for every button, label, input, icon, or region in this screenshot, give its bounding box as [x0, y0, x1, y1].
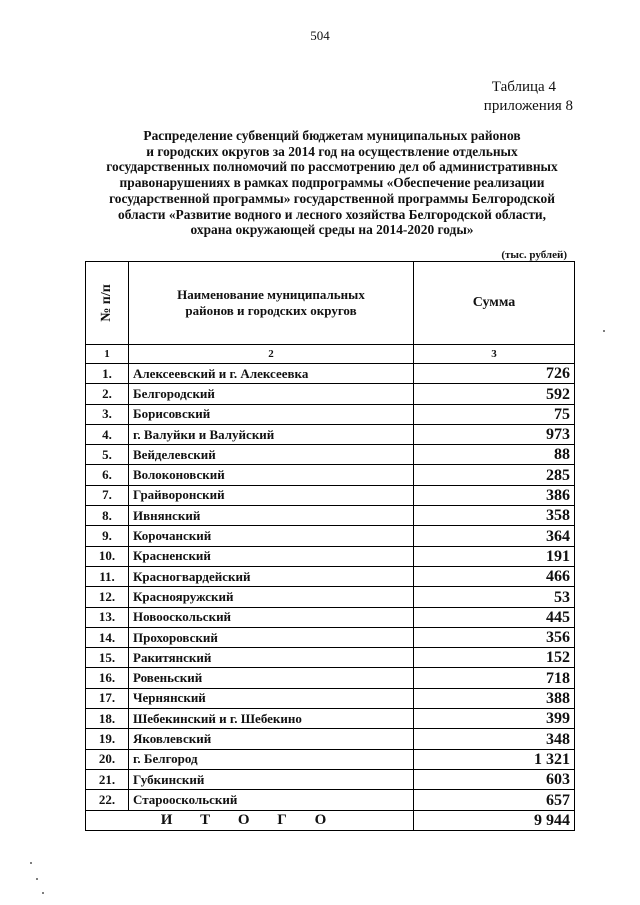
- index-cell: 1: [86, 345, 129, 364]
- title-line: и городских округов за 2014 год на осуществление отдельных: [146, 143, 518, 159]
- table-row: [86, 729, 575, 749]
- row-name: Ракитянский: [129, 648, 414, 668]
- header-num-label: № п/п: [99, 284, 114, 322]
- row-name: Краснояружский: [129, 587, 414, 607]
- row-num: 13.: [86, 607, 129, 627]
- table-row: [86, 627, 575, 647]
- row-sum: 1 321: [414, 749, 575, 769]
- row-name: Ровеньский: [129, 668, 414, 688]
- row-name: Грайворонский: [129, 485, 414, 505]
- row-name: Губкинский: [129, 769, 414, 789]
- table-body: [86, 364, 575, 811]
- row-name: Красногвардейский: [129, 566, 414, 586]
- page-number: 504: [310, 28, 330, 43]
- row-sum: 445: [414, 607, 575, 627]
- row-name: Шебекинский и г. Шебекино: [129, 709, 414, 729]
- row-num: 2.: [86, 384, 129, 404]
- row-sum: 973: [414, 424, 575, 444]
- row-sum: 53: [414, 587, 575, 607]
- row-name: Алексеевский и г. Алексеевка: [129, 364, 414, 384]
- units-label: (тыс. рублей): [501, 249, 567, 261]
- row-num: 16.: [86, 668, 129, 688]
- row-name: Корочанский: [129, 526, 414, 546]
- row-name: Волоконовский: [129, 465, 414, 485]
- row-num: 19.: [86, 729, 129, 749]
- row-num: 4.: [86, 424, 129, 444]
- row-num: 1.: [86, 364, 129, 384]
- title-line: государственных полномочий по рассмотрению дел об административных: [106, 159, 558, 175]
- title-line: правонарушениях в рамках подпрограммы «Обеспечение реализации: [119, 175, 545, 191]
- header-sum: Сумма: [414, 262, 575, 345]
- row-name: г. Белгород: [129, 749, 414, 769]
- index-cell: 3: [414, 345, 575, 364]
- index-row: [86, 345, 575, 364]
- row-sum: 75: [414, 404, 575, 424]
- title-line: охрана окружающей среды на 2014-2020 годы»: [190, 222, 474, 238]
- total-row: [86, 810, 575, 830]
- row-sum: 285: [414, 465, 575, 485]
- row-num: 17.: [86, 688, 129, 708]
- row-num: 21.: [86, 769, 129, 789]
- table-row: [86, 749, 575, 769]
- title-line: области «Развитие водного и лесного хозяйства Белгородской области,: [118, 206, 546, 222]
- header-row: [86, 262, 575, 345]
- table-row: [86, 566, 575, 586]
- table-row: [86, 485, 575, 505]
- row-sum: 386: [414, 485, 575, 505]
- table-row: [86, 445, 575, 465]
- row-name: Прохоровский: [129, 627, 414, 647]
- table-row: [86, 364, 575, 384]
- table-row: [86, 648, 575, 668]
- header-name: [129, 262, 414, 345]
- caption-appendix: приложения 8: [483, 98, 573, 114]
- row-sum: 358: [414, 506, 575, 526]
- caption-table-number: Таблица 4: [491, 79, 556, 95]
- scan-speck: [603, 330, 605, 332]
- total-label: И Т О Г О: [86, 810, 414, 830]
- row-sum: 191: [414, 546, 575, 566]
- title-line: государственной программы» государственной программы Белгородской: [109, 190, 555, 206]
- row-num: 9.: [86, 526, 129, 546]
- row-name: Борисовский: [129, 404, 414, 424]
- row-sum: 399: [414, 709, 575, 729]
- row-sum: 388: [414, 688, 575, 708]
- row-name: Ивнянский: [129, 506, 414, 526]
- row-name: Красненский: [129, 546, 414, 566]
- row-num: 22.: [86, 790, 129, 810]
- row-num: 18.: [86, 709, 129, 729]
- total-sum: 9 944: [414, 810, 575, 830]
- row-num: 14.: [86, 627, 129, 647]
- header-num: [86, 262, 129, 345]
- row-num: 20.: [86, 749, 129, 769]
- row-sum: 88: [414, 445, 575, 465]
- title-line: Распределение субвенций бюджетам муниципальных районов: [143, 128, 521, 143]
- header-name-line1: Наименование муниципальных: [177, 287, 365, 302]
- row-sum: 726: [414, 364, 575, 384]
- table-row: [86, 587, 575, 607]
- row-num: 6.: [86, 465, 129, 485]
- index-cell: 2: [129, 345, 414, 364]
- row-sum: 466: [414, 566, 575, 586]
- table-row: [86, 709, 575, 729]
- table-caption: [484, 78, 573, 116]
- row-name: Вейделевский: [129, 445, 414, 465]
- header-name-line2: районов и городских округов: [185, 303, 357, 318]
- row-name: Новооскольский: [129, 607, 414, 627]
- row-num: 3.: [86, 404, 129, 424]
- row-sum: 152: [414, 648, 575, 668]
- row-name: г. Валуйки и Валуйский: [129, 424, 414, 444]
- row-name: Старооскольский: [129, 790, 414, 810]
- row-sum: 356: [414, 627, 575, 647]
- row-num: 8.: [86, 506, 129, 526]
- row-sum: 348: [414, 729, 575, 749]
- table-row: [86, 404, 575, 424]
- document-title: [82, 128, 582, 238]
- table-row: [86, 526, 575, 546]
- table-row: [86, 546, 575, 566]
- row-sum: 657: [414, 790, 575, 810]
- table-row: [86, 769, 575, 789]
- row-num: 12.: [86, 587, 129, 607]
- row-name: Белгородский: [129, 384, 414, 404]
- row-num: 7.: [86, 485, 129, 505]
- scan-speck: [36, 878, 38, 880]
- subsidy-table: [85, 261, 575, 831]
- row-num: 15.: [86, 648, 129, 668]
- table-row: [86, 506, 575, 526]
- row-num: 11.: [86, 566, 129, 586]
- row-name: Яковлевский: [129, 729, 414, 749]
- row-num: 10.: [86, 546, 129, 566]
- row-name: Чернянский: [129, 688, 414, 708]
- row-sum: 592: [414, 384, 575, 404]
- row-sum: 364: [414, 526, 575, 546]
- table-row: [86, 688, 575, 708]
- scan-speck: [30, 862, 32, 864]
- scan-speck: [42, 892, 44, 894]
- table-row: [86, 668, 575, 688]
- table-row: [86, 424, 575, 444]
- table-row: [86, 465, 575, 485]
- table-row: [86, 790, 575, 810]
- table-row: [86, 607, 575, 627]
- row-sum: 603: [414, 769, 575, 789]
- row-sum: 718: [414, 668, 575, 688]
- table-row: [86, 384, 575, 404]
- row-num: 5.: [86, 445, 129, 465]
